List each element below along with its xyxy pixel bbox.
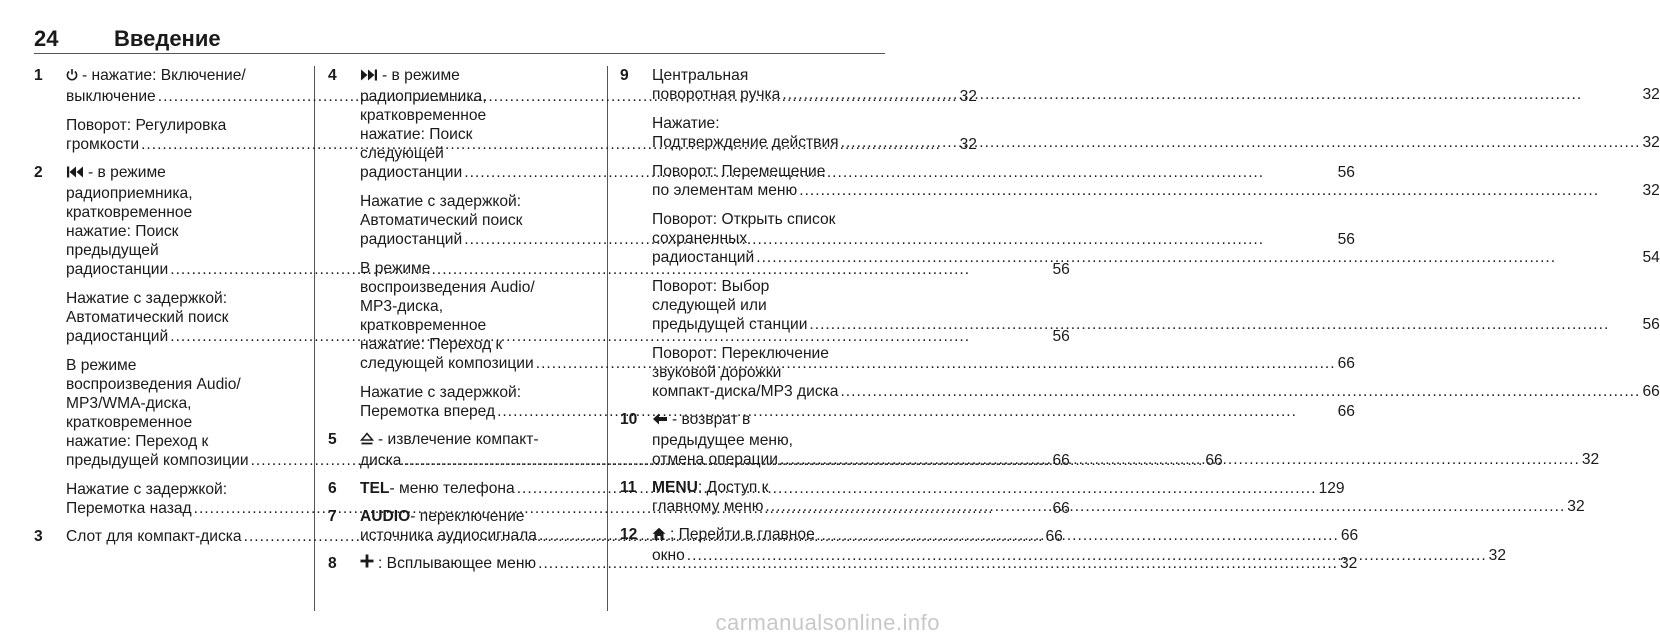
home-icon <box>652 527 666 546</box>
text-line: кратковременное <box>66 204 193 221</box>
text-line: : Доступ к <box>697 479 769 496</box>
toc-line <box>652 315 1660 334</box>
control-keyword: AUDIO <box>360 508 411 525</box>
page-ref: 32 <box>959 88 977 105</box>
dot-leader <box>809 315 1640 334</box>
page-ref: 32 <box>1340 555 1358 572</box>
back-arrow-icon <box>652 412 668 431</box>
text-line-lead <box>652 410 1599 431</box>
item-number: 10 <box>620 411 638 428</box>
text-line: воспроизведения Audio/ <box>66 376 241 393</box>
page-ref: 32 <box>1642 134 1660 151</box>
toc-line <box>652 248 1660 267</box>
item-number: 2 <box>34 164 43 181</box>
dot-leader <box>841 133 1641 152</box>
toc-text: Слот для компакт-диска <box>66 528 242 545</box>
text-line-lead <box>652 478 1585 497</box>
page-ref: 56 <box>1337 164 1355 181</box>
page-ref: 32 <box>1581 451 1600 468</box>
text-line: следующей или <box>652 297 767 314</box>
item-paragraph <box>652 114 1660 152</box>
text-line: - извлечение компакт- <box>378 431 539 448</box>
text-line: нажатие: Поиск <box>66 223 179 240</box>
page-ref: 32 <box>1567 498 1585 515</box>
toc-text: выключение <box>66 88 156 105</box>
toc-text: по элементам меню <box>652 182 798 199</box>
next-track-icon <box>360 68 378 87</box>
item-number: 5 <box>328 431 337 448</box>
page-ref: 32 <box>1642 86 1660 103</box>
page-ref: 32 <box>959 136 977 153</box>
item-paragraph <box>652 344 1660 401</box>
header-rule <box>34 53 885 54</box>
control-keyword: TEL <box>360 480 390 497</box>
text-line: предыдущей <box>66 242 159 259</box>
text-line: Нажатие с задержкой: <box>66 481 228 498</box>
text-line: Автоматический поиск <box>360 212 523 229</box>
text-line: Поворот: Открыть список <box>652 211 836 228</box>
toc-text: : Всплывающее меню <box>378 555 537 572</box>
page-ref: 56 <box>1337 231 1355 248</box>
text-line: - в режиме <box>382 67 460 84</box>
text-line: сохраненных <box>652 230 748 247</box>
item-number: 8 <box>328 555 337 572</box>
text-line: предыдущее меню, <box>652 432 794 449</box>
toc-text: - меню телефона <box>389 480 515 497</box>
page-ref: 54 <box>1642 249 1660 266</box>
toc-text: Перемотка назад <box>66 500 192 517</box>
text-line: нажатие: Переход к <box>360 336 503 353</box>
text-line: В режиме <box>66 357 137 374</box>
text-line: Нажатие: <box>652 115 720 132</box>
item-paragraph <box>652 277 1660 334</box>
item-paragraph <box>652 210 1660 267</box>
text-line: - переключение <box>410 508 525 525</box>
dot-leader <box>799 181 1640 200</box>
page-ref: 56 <box>1642 316 1660 333</box>
text-line: В режиме <box>360 260 431 277</box>
text-line: кратковременное <box>360 317 487 334</box>
item-number: 3 <box>34 528 43 545</box>
page-ref: 66 <box>1337 403 1355 420</box>
text-line: Поворот: Регулировка <box>66 117 227 134</box>
toc-line <box>652 497 1585 516</box>
page-ref: 66 <box>1045 528 1063 545</box>
toc-text: предыдущей композиции <box>66 452 249 469</box>
text-line: Нажатие с задержкой: <box>360 193 522 210</box>
toc-text: громкости <box>66 136 140 153</box>
text-line: Поворот: Переключение <box>652 345 829 362</box>
page-ref: 66 <box>1052 452 1070 469</box>
item-number: 12 <box>620 526 638 543</box>
text-line: - возврат в <box>672 411 751 428</box>
toc-text: диска <box>360 452 402 469</box>
item-number: 11 <box>620 479 637 496</box>
page-ref: 66 <box>1642 383 1660 400</box>
page-ref: 32 <box>1642 182 1660 199</box>
item-paragraph <box>652 525 1506 565</box>
page-ref: 56 <box>1052 261 1070 278</box>
page-header <box>34 26 884 54</box>
item-number: 7 <box>328 508 337 525</box>
text-line: MP3/WMA-диска, <box>66 395 192 412</box>
power-icon <box>66 68 78 87</box>
toc-text: источника аудиосигнала <box>360 527 537 544</box>
text-line: Поворот: Перемещение <box>652 163 826 180</box>
page-ref: 32 <box>1488 547 1507 564</box>
text-line: MP3-диска, <box>360 298 444 315</box>
toc-text: поворотная ручка <box>652 86 781 103</box>
item-body <box>652 66 1660 401</box>
toc-text: следующей композиции <box>360 355 534 372</box>
text-line: : Перейти в главное <box>670 526 815 543</box>
toc-line <box>652 546 1506 565</box>
page-ref: 66 <box>1340 527 1359 544</box>
item-paragraph <box>652 478 1585 516</box>
text-line-lead <box>652 525 1506 546</box>
item-number: 9 <box>620 67 629 84</box>
toc-line <box>652 133 1660 152</box>
text-line: Нажатие с задержкой: <box>360 384 522 401</box>
toc-text: главному меню <box>652 498 764 515</box>
item-number: 4 <box>328 67 337 84</box>
dot-leader <box>840 382 1640 401</box>
toc-text: предыдущей станции <box>652 316 808 333</box>
toc-text: Подтверждение действия <box>652 134 839 151</box>
dot-leader <box>756 248 1640 267</box>
text-line: Поворот: Выбор <box>652 278 770 295</box>
text-line: кратковременное <box>66 414 193 431</box>
text-line: нажатие: Переход к <box>66 433 209 450</box>
page-ref: 66 <box>1052 500 1070 517</box>
toc-line <box>652 181 1660 200</box>
item-body <box>652 478 1585 516</box>
toc-line <box>652 382 1660 401</box>
page-ref: 66 <box>1205 452 1223 469</box>
toc-text: окно <box>652 547 685 564</box>
page-ref: 129 <box>1318 480 1345 497</box>
text-line: Автоматический поиск <box>66 309 229 326</box>
list-item <box>620 66 1660 401</box>
toc-line <box>652 85 1660 104</box>
dot-leader <box>782 85 1640 104</box>
text-line: радиоприемника, <box>360 88 487 105</box>
text-line: нажатие: Поиск <box>360 126 473 143</box>
text-line: - в режиме <box>88 164 166 181</box>
text-line: воспроизведения Audio/ <box>360 279 535 296</box>
page-ref: 56 <box>1052 328 1070 345</box>
item-paragraph <box>652 66 1660 104</box>
text-line: Центральная <box>652 67 749 84</box>
previous-track-icon <box>66 165 84 184</box>
page-number: 24 <box>34 26 59 51</box>
item-number: 6 <box>328 480 337 497</box>
toc-text: компакт-диска/MP3 диска <box>652 383 839 400</box>
control-keyword: MENU <box>652 479 698 496</box>
text-line: следующей <box>360 145 444 162</box>
toc-text: радиостанций <box>360 231 463 248</box>
text-line: Нажатие с задержкой: <box>66 290 228 307</box>
watermark: carmanualsonline.info <box>715 610 940 635</box>
eject-icon <box>360 432 374 451</box>
page-ref: 66 <box>1337 355 1355 372</box>
toc-text: Перемотка вперед <box>360 403 496 420</box>
item-body <box>652 525 1506 565</box>
dot-leader <box>687 546 1487 565</box>
options-cross-icon <box>360 554 374 573</box>
item-number: 1 <box>34 67 43 84</box>
item-body <box>652 410 1599 469</box>
dot-leader <box>780 450 1580 469</box>
toc-text: радиостанции <box>360 164 463 181</box>
text-line: радиоприемника, <box>66 185 193 202</box>
toc-line <box>652 450 1599 469</box>
text-line: кратковременное <box>360 107 487 124</box>
item-paragraph <box>652 162 1660 200</box>
dot-leader <box>765 497 1565 516</box>
item-paragraph <box>652 410 1599 469</box>
toc-text: радиостанций <box>652 249 755 266</box>
toc-text: радиостанции <box>66 261 169 278</box>
text-line: звуковой дорожки <box>652 364 782 381</box>
page-title: Введение <box>114 26 221 51</box>
toc-text: радиостанций <box>66 328 169 345</box>
toc-text: отмена операции <box>652 451 778 468</box>
text-line: - нажатие: Включение/ <box>82 67 246 84</box>
